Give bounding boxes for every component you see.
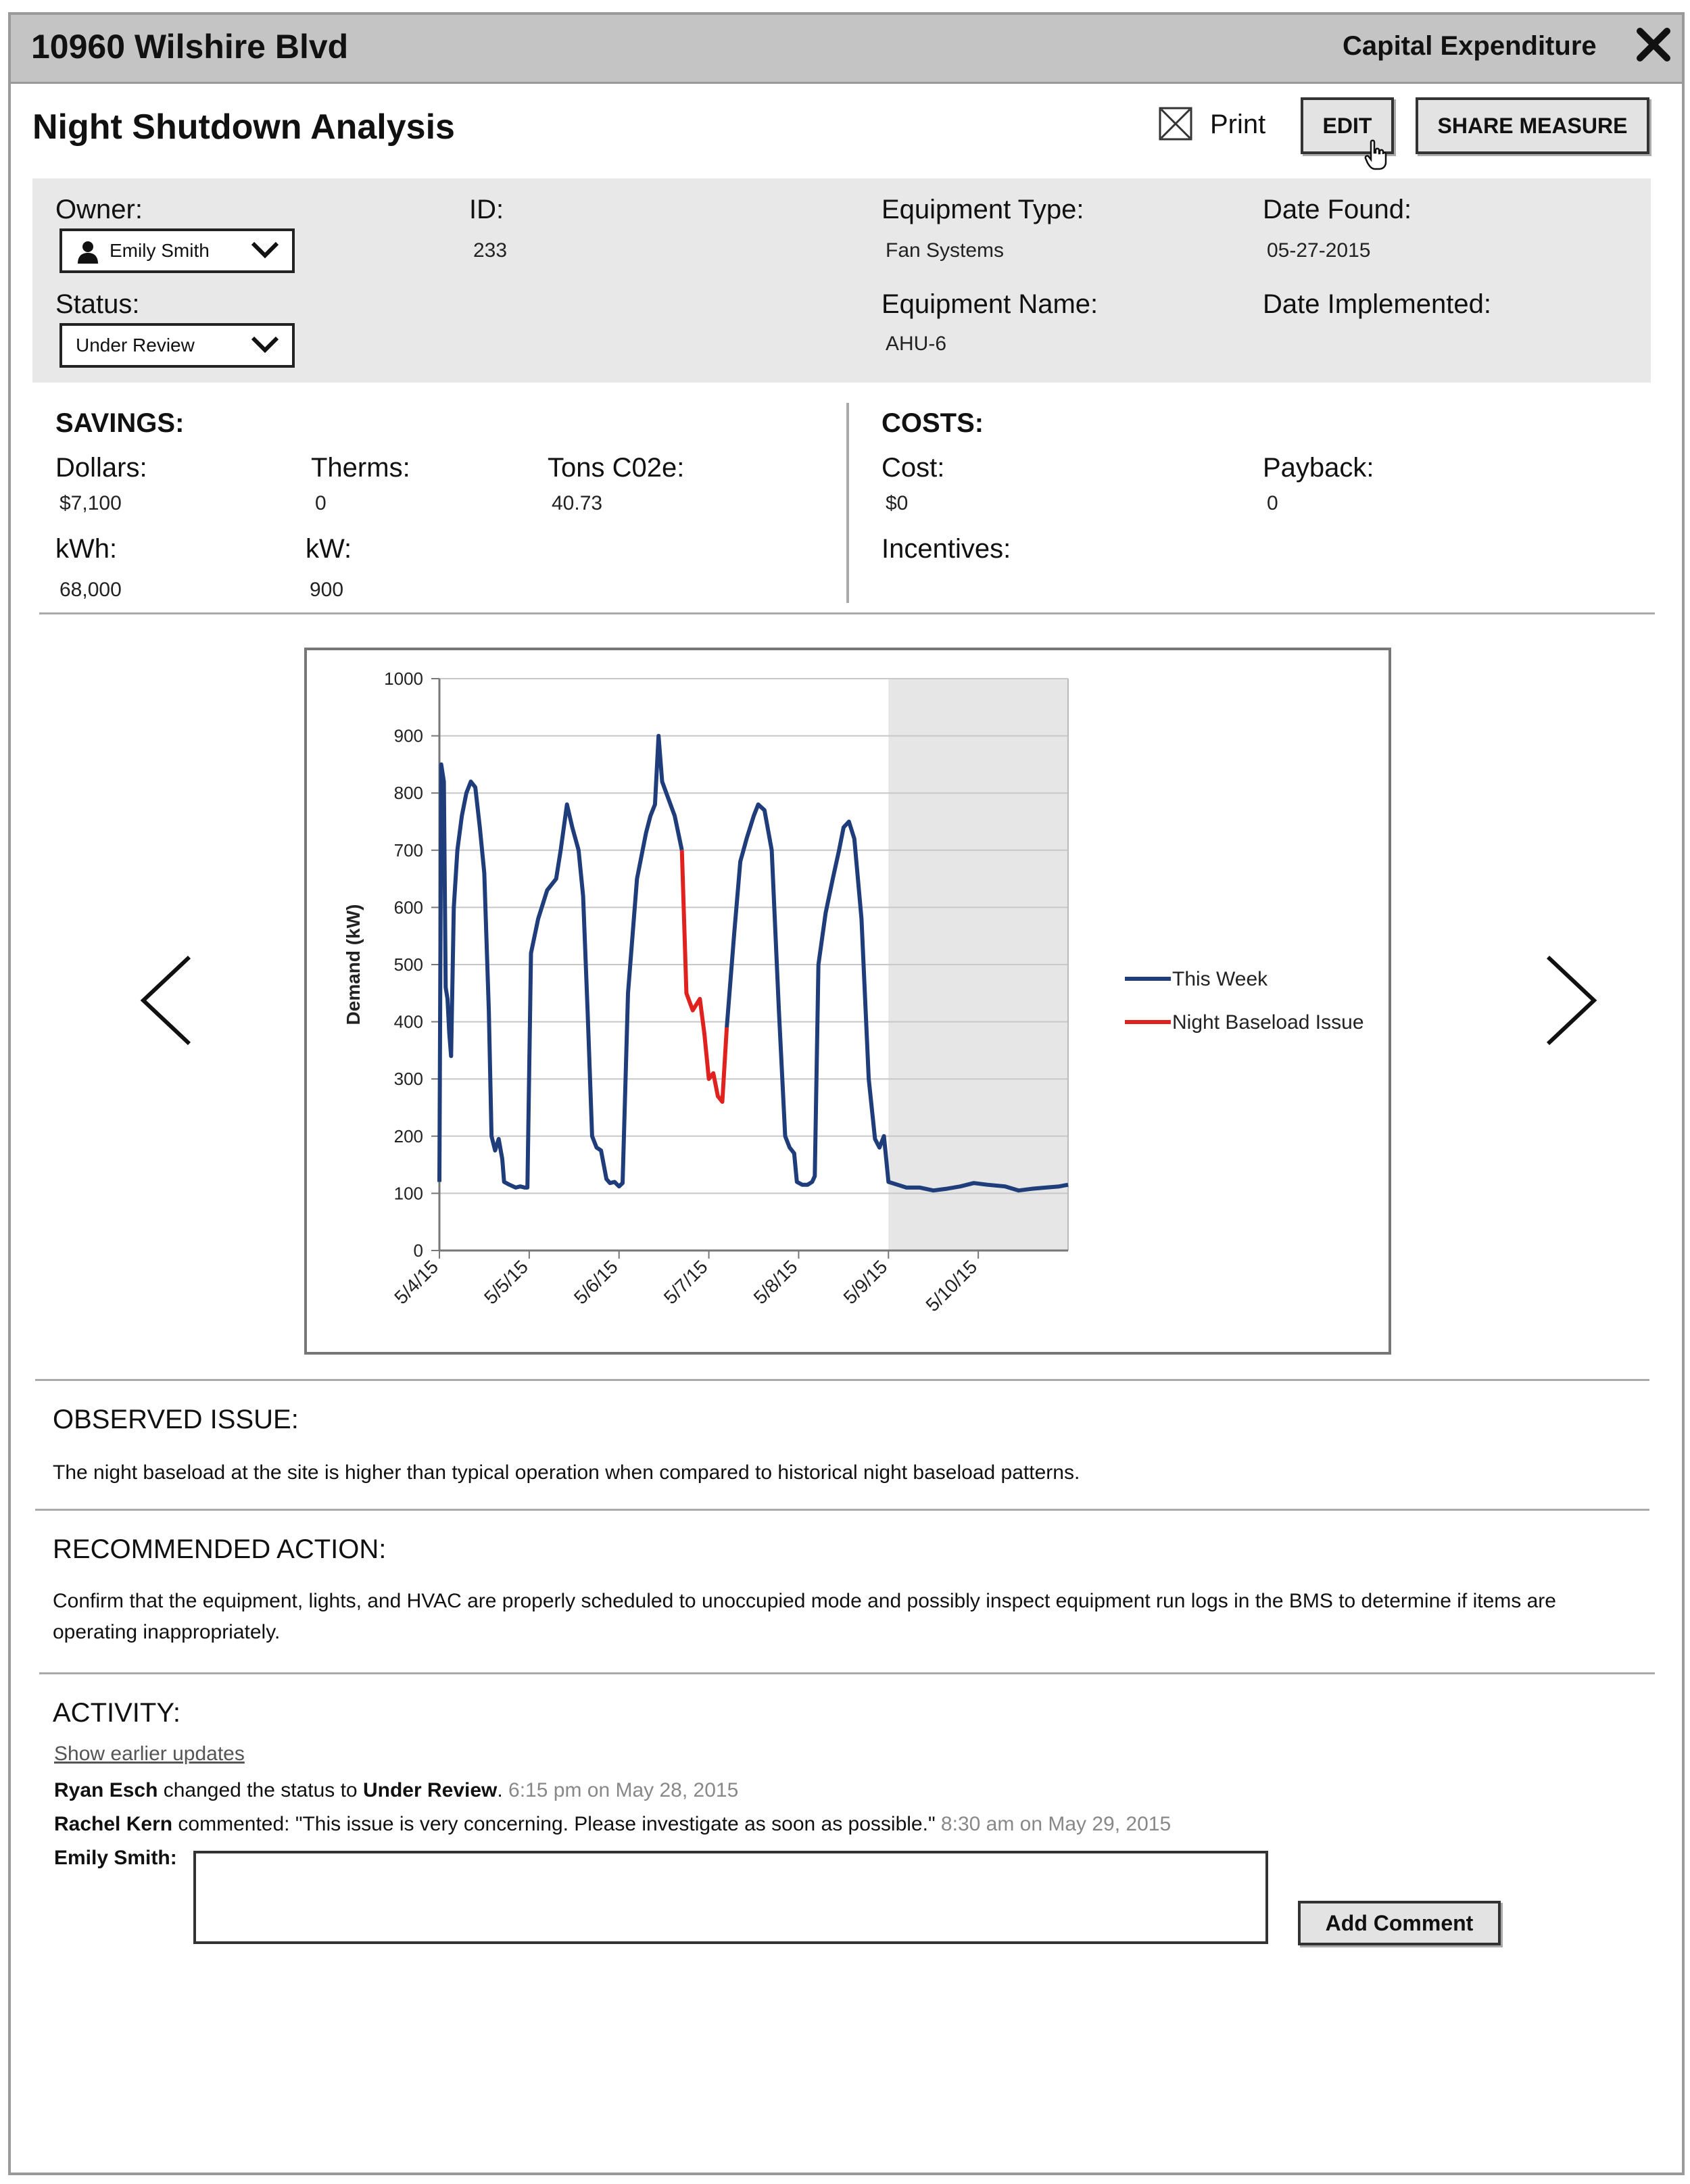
- show-earlier-updates-link[interactable]: Show earlier updates: [54, 1743, 245, 1765]
- observed-issue-heading: OBSERVED ISSUE:: [53, 1405, 299, 1434]
- x-tick-label: 5/8/15: [749, 1256, 802, 1309]
- recommended-action-heading: RECOMMENDED ACTION:: [53, 1534, 387, 1564]
- dollars-value: $7,100: [59, 492, 122, 514]
- print-label: Print: [1210, 110, 1266, 139]
- x-tick-label: 5/7/15: [659, 1256, 712, 1309]
- y-tick-label: 700: [393, 840, 423, 860]
- series-line-this-week: [439, 736, 682, 1188]
- activity-entry: [54, 1809, 1171, 1840]
- activity-heading: ACTIVITY:: [53, 1698, 180, 1728]
- id-label: ID:: [469, 195, 504, 224]
- equipment-type-label: Equipment Type:: [882, 195, 1084, 224]
- add-comment-button[interactable]: Add Comment: [1298, 1901, 1501, 1945]
- x-tick-label: 5/4/15: [390, 1256, 443, 1309]
- activity-time: 8:30 am on May 29, 2015: [935, 1813, 1172, 1835]
- building-title: 10960 Wilshire Blvd: [31, 28, 349, 66]
- demand-chart: [304, 648, 1391, 1355]
- print-checkbox[interactable]: [1159, 107, 1192, 141]
- id-value: 233: [473, 239, 508, 262]
- activity-text: changed the status to: [158, 1779, 363, 1801]
- activity-text: commented: "This issue is very concerning. Please investigate as soon as possible.": [172, 1813, 936, 1835]
- legend-label: Night Baseload Issue: [1172, 1011, 1364, 1034]
- y-tick-label: 100: [393, 1183, 423, 1204]
- x-tick-label: 5/9/15: [839, 1256, 892, 1309]
- recommended-action-text: Confirm that the equipment, lights, and HVAC are properly scheduled to unoccupied mode and possibly inspect equipment run logs in the BMS to determine if items are operating inappropriately.: [53, 1590, 1556, 1643]
- activity-entry: Ryan Esch changed the status to Under Review. 6:15 pm on May 28, 2015: [54, 1779, 739, 1801]
- y-tick-label: 400: [393, 1011, 423, 1032]
- status-label: Status:: [55, 289, 140, 319]
- payback-label: Payback:: [1263, 453, 1374, 483]
- owner-select[interactable]: [59, 228, 295, 273]
- status-select[interactable]: [59, 323, 295, 368]
- therms-label: Therms:: [311, 453, 410, 483]
- category-label: Capital Expenditure: [1343, 31, 1597, 61]
- x-tick-label: 5/10/15: [921, 1256, 982, 1316]
- page-title: Night Shutdown Analysis: [32, 107, 455, 147]
- kwh-label: kWh:: [55, 534, 118, 564]
- dollars-label: Dollars:: [55, 453, 147, 483]
- kw-value: 900: [310, 579, 344, 601]
- activity-user-name: Ryan Esch: [54, 1779, 158, 1801]
- equipment-name-label: Equipment Name:: [882, 289, 1098, 319]
- cost-label: Cost:: [882, 453, 945, 483]
- y-tick-label: 600: [393, 897, 423, 918]
- tons-value: 40.73: [552, 492, 603, 514]
- edit-button[interactable]: EDIT: [1301, 97, 1394, 154]
- divider: [35, 1379, 1649, 1381]
- divider: [39, 612, 1655, 614]
- status-value: Under Review: [76, 335, 195, 356]
- therms-value: 0: [315, 492, 327, 514]
- demand-chart-svg: [307, 650, 1389, 1352]
- activity-status: Under Review: [362, 1779, 498, 1801]
- cost-value: $0: [886, 492, 909, 514]
- legend-label: This Week: [1172, 968, 1268, 990]
- previous-chart-arrow-icon[interactable]: [135, 953, 196, 1048]
- incentives-label: Incentives:: [882, 534, 1011, 564]
- equipment-name-value: AHU-6: [886, 333, 947, 355]
- payback-value: 0: [1267, 492, 1278, 514]
- kwh-value: 68,000: [59, 579, 122, 601]
- y-tick-label: 200: [393, 1125, 423, 1146]
- date-found-label: Date Found:: [1263, 195, 1412, 224]
- date-found-value: 05-27-2015: [1267, 239, 1371, 262]
- activity-user-name: Rachel Kern: [54, 1813, 173, 1835]
- y-tick-label: 0: [413, 1240, 423, 1261]
- commenter-label: Emily Smith:: [54, 1847, 177, 1869]
- next-chart-arrow-icon[interactable]: [1541, 953, 1602, 1048]
- date-implemented-label: Date Implemented:: [1263, 289, 1491, 319]
- close-icon[interactable]: [1636, 27, 1671, 62]
- activity-time: 6:15 pm on May 28, 2015: [502, 1779, 739, 1801]
- savings-heading: SAVINGS:: [55, 408, 185, 438]
- divider: [39, 1672, 1655, 1674]
- y-tick-label: 1000: [384, 669, 423, 689]
- divider: [35, 1509, 1649, 1511]
- x-tick-label: 5/5/15: [480, 1256, 533, 1309]
- y-tick-label: 900: [393, 725, 423, 746]
- x-tick-label: 5/6/15: [569, 1256, 622, 1309]
- y-tick-label: 500: [393, 954, 423, 975]
- share-measure-button[interactable]: SHARE MEASURE: [1416, 97, 1649, 154]
- kw-label: kW:: [306, 534, 352, 564]
- equipment-type-value: Fan Systems: [886, 239, 1005, 262]
- user-icon: [77, 241, 99, 268]
- y-tick-label: 300: [393, 1069, 423, 1090]
- chevron-down-icon: [250, 239, 280, 264]
- y-tick-label: 800: [393, 783, 423, 804]
- observed-issue-text: The night baseload at the site is higher than typical operation when compared to historical night baseload patterns.: [53, 1461, 1080, 1484]
- costs-heading: COSTS:: [882, 408, 984, 438]
- y-axis-label: Demand (kW): [343, 904, 364, 1025]
- owner-label: Owner:: [55, 195, 143, 224]
- section-divider: [846, 403, 849, 603]
- hand-cursor-icon: [1364, 139, 1387, 170]
- series-line-night-baseload-issue: [682, 850, 727, 1102]
- owner-value: Emily Smith: [110, 240, 210, 261]
- comment-input[interactable]: [193, 1851, 1268, 1944]
- chevron-down-icon: [250, 334, 280, 359]
- tons-label: Tons C02e:: [548, 453, 685, 483]
